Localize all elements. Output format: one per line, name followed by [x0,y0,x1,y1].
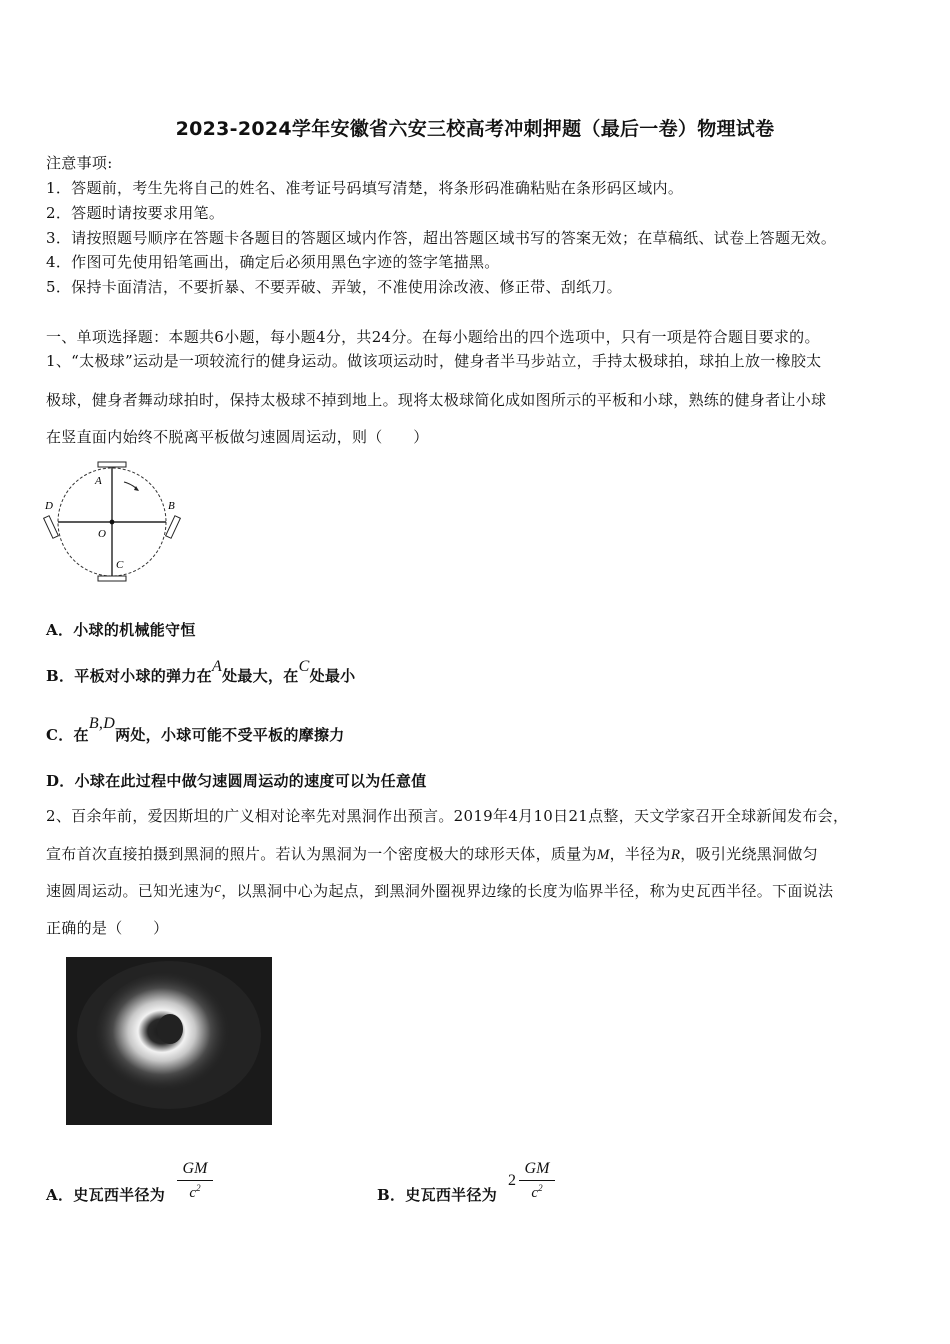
question-2-line: 正确的是（ ） [46,919,169,937]
question-1-line: 1、“太极球”运动是一项较流行的健身运动。做该项运动时，健身者半马步站立，手持太极球拍，球拍上放一橡胶太 [46,352,822,370]
notice-item: 2．答题时请按要求用笔。 [46,204,225,222]
q1-option-c: C．在B,D两处，小球可能不受平板的摩擦力 [46,715,345,744]
q2-option-a-label: A．史瓦西半径为 [46,1186,166,1204]
taiji-ball-diagram [40,458,190,586]
page-title: 2023-2024学年安徽省六安三校高考冲刺押题（最后一卷）物理试卷 [175,118,775,140]
notice-item: 4．作图可先使用铅笔画出，确定后必须用黑色字迹的签字笔描黑。 [46,253,500,271]
q2-option-b-coefficient: 2 [508,1172,517,1189]
question-1-line: 在竖直面内始终不脱离平板做匀速圆周运动，则（ ） [46,428,429,446]
point-b-label: B [168,500,175,512]
black-hole-photo [66,957,272,1125]
question-1-line: 极球，健身者舞动球拍时，保持太极球不掉到地上。现将太极球简化成如图所示的平板和小球，熟练的健身者让小球 [46,391,827,409]
notice-heading: 注意事项: [46,154,113,172]
q2-option-b-label: B．史瓦西半径为 [377,1186,498,1204]
q1-option-d: D．小球在此过程中做匀速圆周运动的速度可以为任意值 [46,772,427,790]
question-2-line: 宣布首次直接拍摄到黑洞的照片。若认为黑洞为一个密度极大的球形天体，质量为M，半径为R，吸引光绕黑洞做匀 [46,845,818,863]
section-heading: 一、单项选择题：本题共6小题，每小题4分，共24分。在每小题给出的四个选项中，只有一项是符合题目要求的。 [46,328,820,346]
q1-option-a: A．小球的机械能守恒 [46,621,196,639]
point-d-label: D [45,500,53,512]
notice-item: 3．请按照题号顺序在答题卡各题目的答题区域内作答，超出答题区域书写的答案无效；在草稿纸、试卷上答题无效。 [46,229,837,247]
q1-option-b: B．平板对小球的弹力在A处最大，在C处最小 [46,658,356,685]
question-2-line: 2、百余年前，爱因斯坦的广义相对论率先对黑洞作出预言。2019年4月10日21点整，天文学家召开全球新闻发布会， [46,807,849,825]
point-a-label: A [95,475,102,487]
q2-option-b-fraction: GM $c^2$ [519,1160,555,1202]
point-o-label: O [98,528,106,540]
point-c-label: C [116,559,124,571]
notice-item: 5．保持卡面清洁，不要折暴、不要弄破、弄皱，不准使用涂改液、修正带、刮纸刀。 [46,278,622,296]
q2-option-a-fraction: GM $c^2$ [177,1160,213,1202]
notice-item: 1．答题前，考生先将自己的姓名、准考证号码填写清楚，将条形码准确粘贴在条形码区域内。 [46,179,684,197]
question-2-line: 速圆周运动。已知光速为c，以黑洞中心为起点，到黑洞外圈视界边缘的长度为临界半径，称为史瓦西半径。下面说法 [46,880,834,900]
